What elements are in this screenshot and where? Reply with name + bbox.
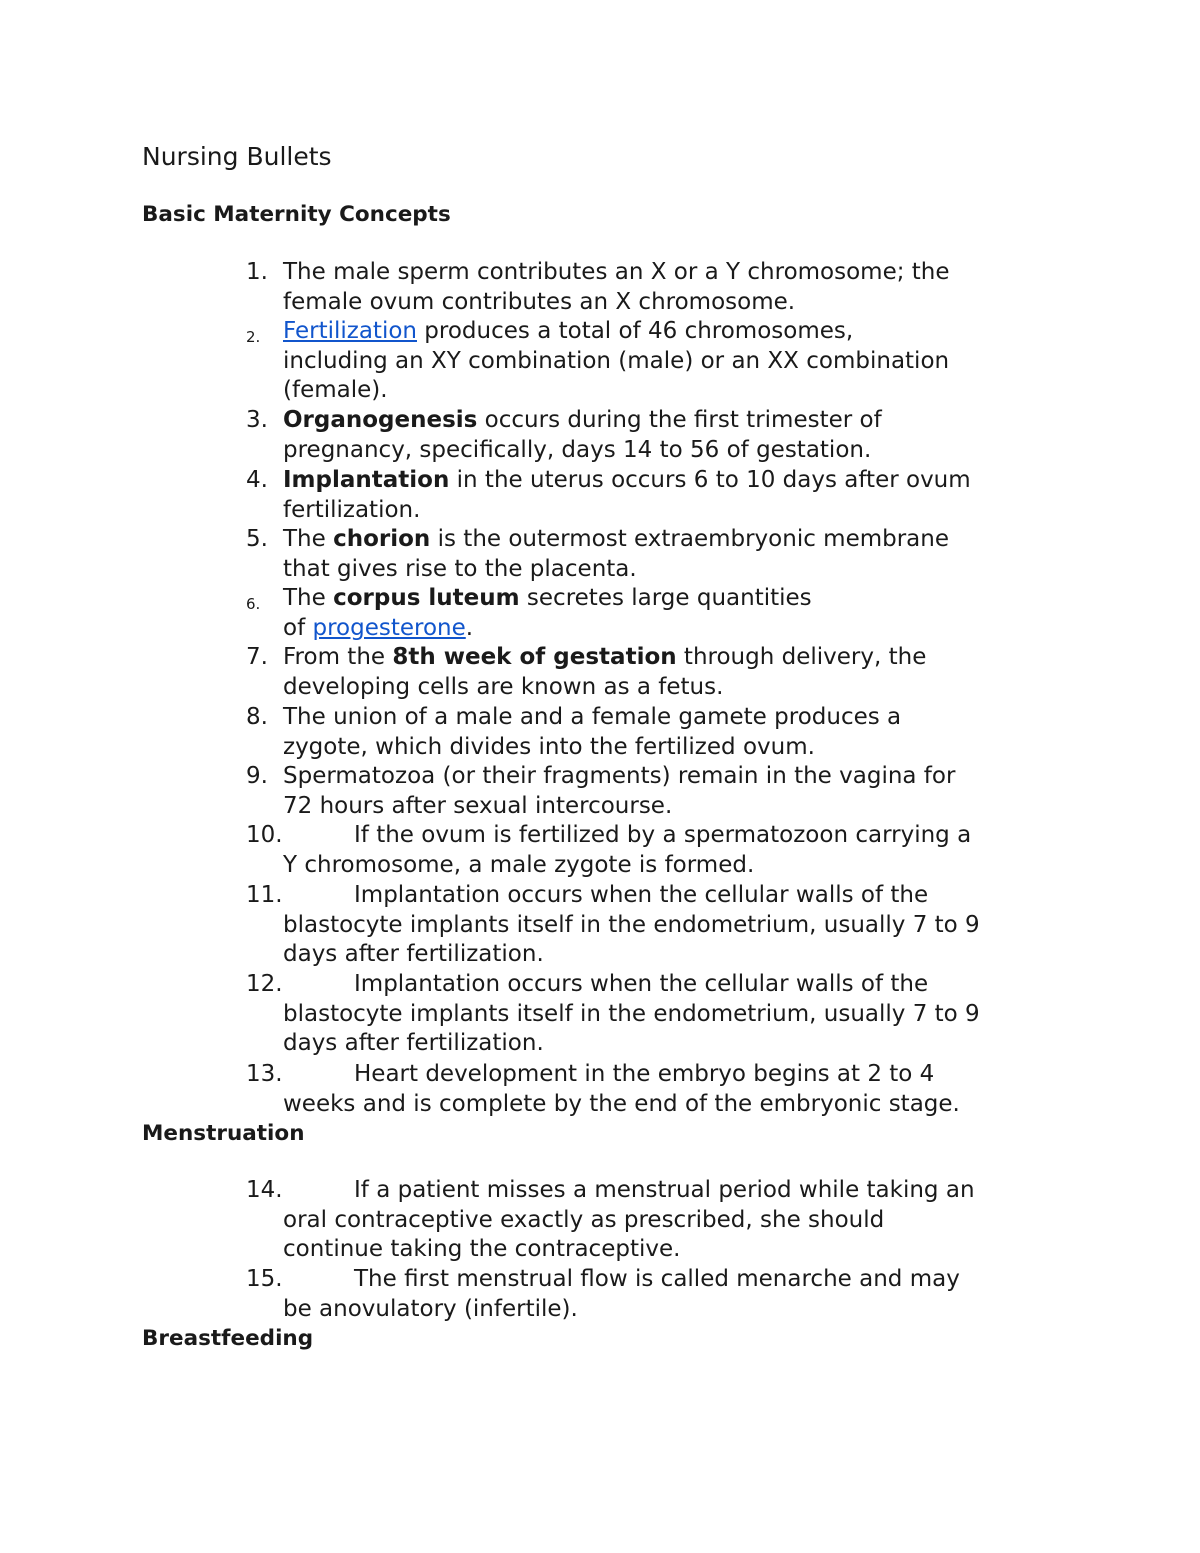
list-item-line xyxy=(354,881,928,911)
list-item-line xyxy=(283,406,882,436)
text-run: female ovum contributes an X chromosome. xyxy=(283,288,796,315)
list-item-line xyxy=(283,288,795,318)
text-run: The xyxy=(283,585,334,611)
text-run: If the ovum is fertilized by a spermatozoon carrying a xyxy=(354,822,972,848)
list-item-line xyxy=(283,643,926,673)
list-item-line xyxy=(283,911,980,941)
text-run: The union of a male and a female gamete produces a xyxy=(283,704,902,730)
text-run: produces a total of 46 chromosomes, xyxy=(417,318,854,344)
text-run: Implantation occurs when the cellular walls of the xyxy=(354,971,929,997)
list-item-line xyxy=(283,733,815,763)
text-run: continue taking the contraceptive. xyxy=(283,1236,681,1263)
list-item-line xyxy=(283,1235,680,1265)
list-item-line xyxy=(283,940,544,970)
list-item-line xyxy=(283,258,950,288)
text-run: weeks and is complete by the end of the embryonic stage. xyxy=(283,1090,960,1117)
list-item-line xyxy=(283,1206,884,1236)
text-run: through delivery, the xyxy=(676,644,927,670)
list-item-number: 15. xyxy=(246,1266,283,1292)
text-run: Heart development in the embryo begins at 2 to 4 xyxy=(354,1061,935,1087)
text-run: Y chromosome, a male zygote is formed. xyxy=(283,851,755,878)
text-run: blastocyte implants itself in the endometrium, usually 7 to 9 xyxy=(283,911,980,938)
text-run: The male sperm contributes an X or a Y chromosome; the xyxy=(283,259,950,285)
list-item-line xyxy=(283,376,388,406)
list-item-number: 11. xyxy=(246,882,283,908)
list-item-line xyxy=(283,584,812,614)
list-item-number: 9. xyxy=(246,763,268,789)
text-run: pregnancy, specifically, days 14 to 56 of gestation. xyxy=(283,436,872,463)
list-item-number: 14. xyxy=(246,1177,283,1203)
list-item-line xyxy=(354,1176,975,1206)
list-item-line xyxy=(283,703,901,733)
term-link[interactable]: progesterone xyxy=(312,614,466,641)
key-term: Implantation xyxy=(283,467,450,493)
list-item-number: 8. xyxy=(246,704,268,730)
text-run: that gives rise to the placenta. xyxy=(283,555,637,582)
list-item-line xyxy=(354,1265,960,1295)
text-run: occurs during the first trimester of xyxy=(477,407,882,433)
text-run: From the xyxy=(283,644,393,670)
list-item-number: 7. xyxy=(246,644,268,670)
list-item-line xyxy=(283,525,949,555)
text-run: Implantation occurs when the cellular walls of the xyxy=(354,882,929,908)
list-item-line xyxy=(354,970,928,1000)
list-item-line xyxy=(283,436,871,466)
list-item-line xyxy=(354,821,971,851)
list-item-line xyxy=(283,614,473,644)
list-item-line xyxy=(283,496,420,526)
text-run: blastocyte implants itself in the endometrium, usually 7 to 9 xyxy=(283,1000,980,1027)
page-title: Nursing Bullets xyxy=(142,142,332,171)
section-heading-breastfeeding: Breastfeeding xyxy=(142,1326,314,1351)
text-run: The xyxy=(283,526,334,552)
text-run: days after fertilization. xyxy=(283,1030,544,1057)
text-run: is the outermost extraembryonic membrane xyxy=(430,526,950,552)
list-item-line xyxy=(283,1295,578,1325)
text-run: be anovulatory (infertile). xyxy=(283,1295,578,1322)
key-term: 8th week of gestation xyxy=(392,644,677,670)
list-item-number: 10. xyxy=(246,822,283,848)
text-run: of xyxy=(283,614,313,641)
text-run: The first menstrual flow is called menarche and may xyxy=(354,1266,960,1292)
list-item-number: 13. xyxy=(246,1061,283,1087)
list-item-number: 6. xyxy=(246,595,261,613)
list-item-line xyxy=(283,673,723,703)
text-run: 72 hours after sexual intercourse. xyxy=(283,792,673,819)
list-item-line xyxy=(283,466,971,496)
list-item-number: 12. xyxy=(246,971,283,997)
list-item-number: 1. xyxy=(246,259,268,285)
text-run: developing cells are known as a fetus. xyxy=(283,673,724,700)
list-item-number: 3. xyxy=(246,407,268,433)
text-run: days after fertilization. xyxy=(283,941,544,968)
key-term: Organogenesis xyxy=(283,407,478,433)
list-item-line xyxy=(283,317,853,347)
text-run: including an XY combination (male) or an XX combination xyxy=(283,347,950,374)
list-item-line xyxy=(283,1000,980,1030)
section-heading-menstruation: Menstruation xyxy=(142,1121,305,1146)
list-item-line xyxy=(283,762,955,792)
list-item-line xyxy=(283,792,672,822)
list-item-line xyxy=(283,1090,960,1120)
list-item-line xyxy=(283,347,949,377)
list-item-number: 2. xyxy=(246,328,261,346)
text-run: If a patient misses a menstrual period while taking an xyxy=(354,1177,975,1203)
text-run: zygote, which divides into the fertilized ovum. xyxy=(283,733,815,760)
list-item-line xyxy=(283,851,754,881)
key-term: corpus luteum xyxy=(333,585,520,611)
list-item-line xyxy=(283,555,637,585)
term-link[interactable]: Fertilization xyxy=(283,318,417,344)
key-term: chorion xyxy=(333,526,431,552)
section-heading-basic-maternity: Basic Maternity Concepts xyxy=(142,202,451,227)
list-item-number: 5. xyxy=(246,526,268,552)
text-run: . xyxy=(465,614,474,641)
text-run: in the uterus occurs 6 to 10 days after ovum xyxy=(449,467,971,493)
text-run: (female). xyxy=(283,377,388,404)
list-item-number: 4. xyxy=(246,467,268,493)
text-run: Spermatozoa (or their fragments) remain in the vagina for xyxy=(283,763,956,789)
list-item-line xyxy=(283,1029,544,1059)
text-run: fertilization. xyxy=(283,496,421,523)
text-run: oral contraceptive exactly as prescribed, she should xyxy=(283,1206,885,1233)
list-item-line xyxy=(354,1060,934,1090)
text-run: secretes large quantities xyxy=(519,585,812,611)
